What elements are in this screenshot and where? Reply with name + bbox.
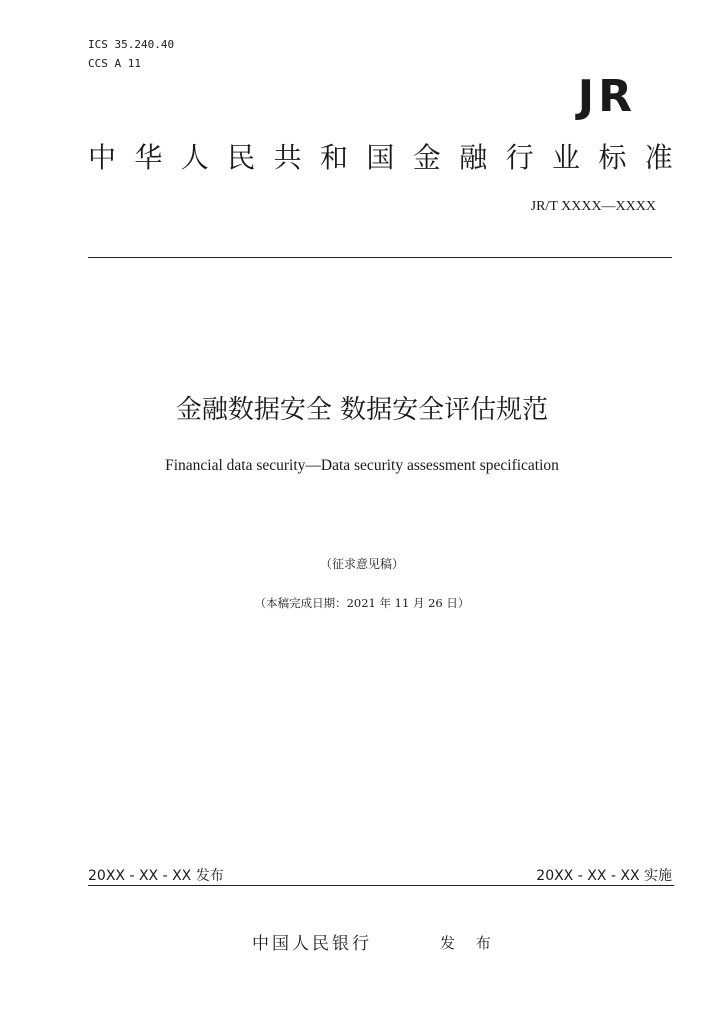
publisher-name: 中国人民银行 <box>252 934 372 954</box>
draft-note: （征求意见稿） <box>319 557 404 571</box>
ccs-code: CCS A 11 <box>88 57 141 70</box>
issue-date: 20XX - XX - XX 发布 <box>88 868 224 884</box>
bottom-divider <box>88 885 674 886</box>
document-title-english: Financial data security—Data security assessment specification <box>165 457 559 474</box>
implementation-date: 20XX - XX - XX 实施 <box>536 868 672 884</box>
standard-code: JR/T XXXX—XXXX <box>530 199 656 214</box>
document-title: 金融数据安全 数据安全评估规范 <box>175 395 549 425</box>
jr-logo: JR <box>577 71 636 122</box>
publish-label: 发 布 <box>440 934 499 952</box>
top-divider <box>88 257 672 258</box>
ics-code: ICS 35.240.40 <box>88 38 175 51</box>
standard-category-title: 中华人民共和国金融行业标准 <box>88 141 692 174</box>
completion-date-note: （本稿完成日期：2021 年 11 月 26 日） <box>254 596 470 610</box>
